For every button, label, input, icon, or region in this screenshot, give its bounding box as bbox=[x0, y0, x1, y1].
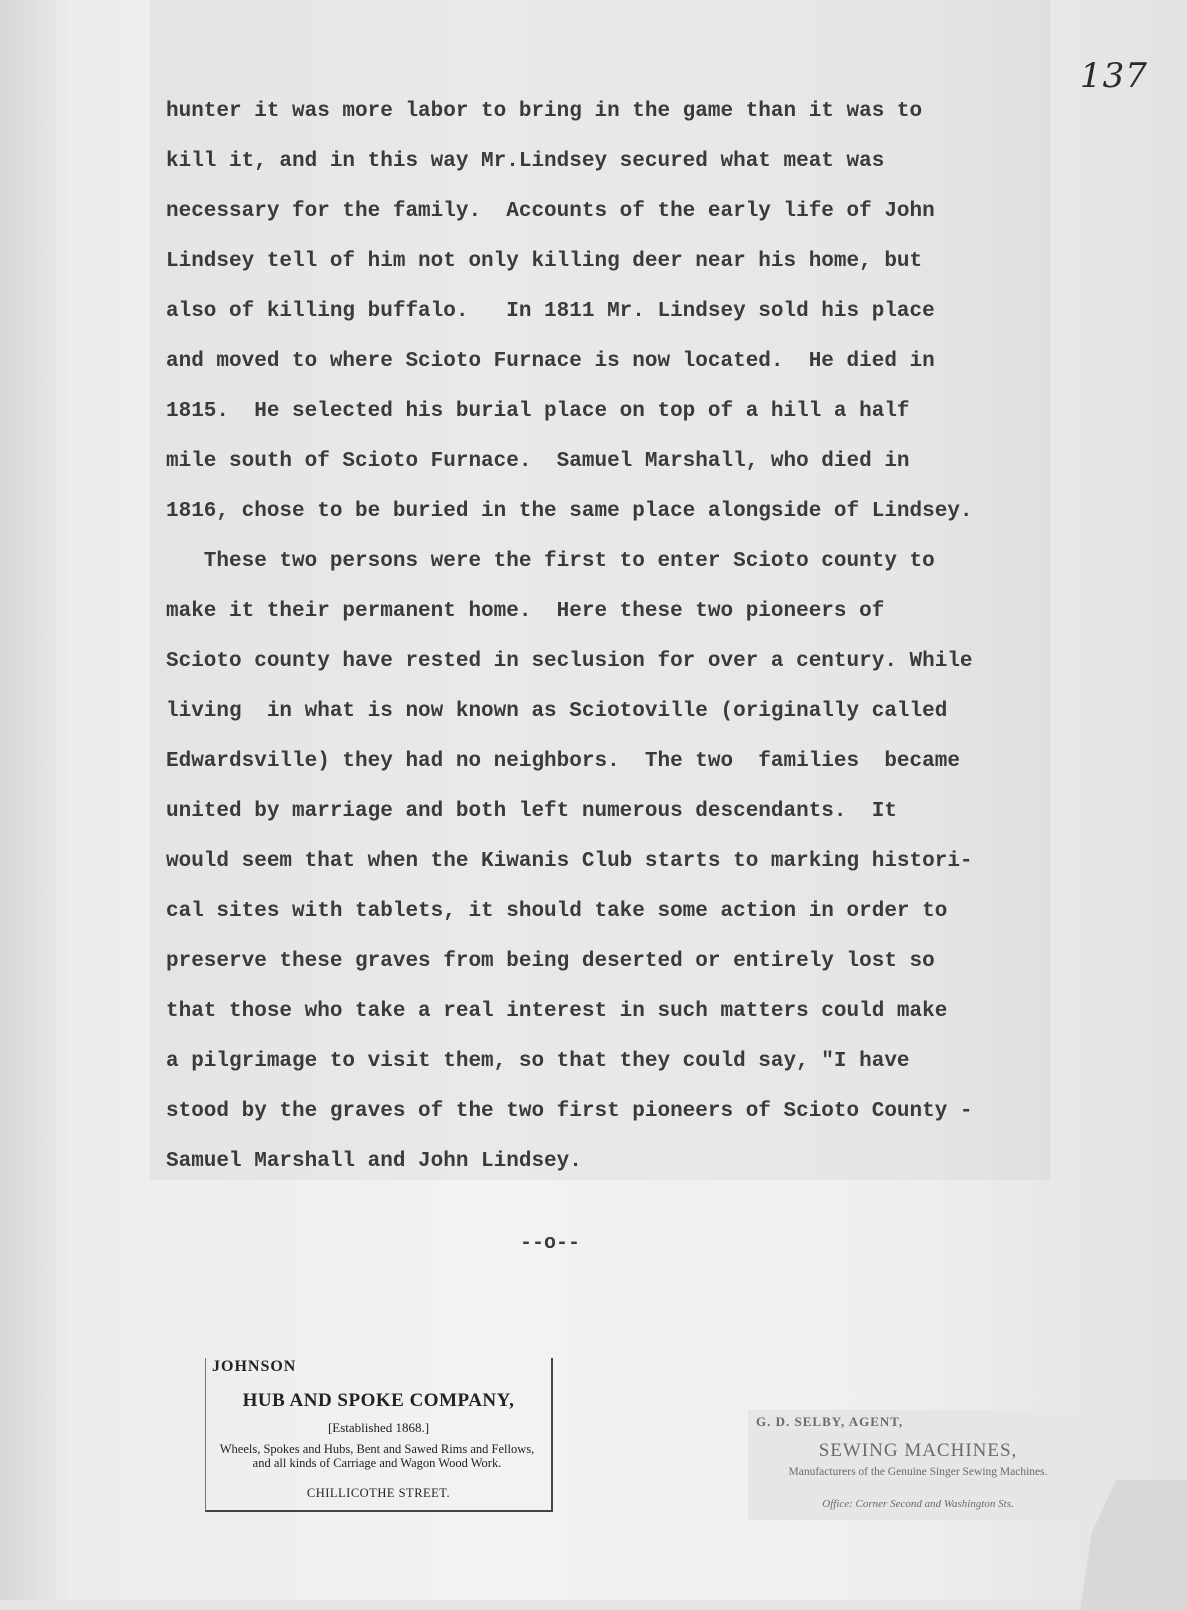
text-line: a pilgrimage to visit them, so that they could say, "I have bbox=[166, 1050, 910, 1073]
ad-description: Manufacturers of the Genuine Singer Sewing Machines. bbox=[788, 1466, 1048, 1478]
text-line: Lindsey tell of him not only killing deer near his home, but bbox=[166, 250, 923, 273]
text-line: Edwardsville) they had no neighbors. The two families became bbox=[166, 750, 960, 773]
text-line: necessary for the family. Accounts of the early life of John bbox=[166, 200, 935, 223]
text-line: and moved to where Scioto Furnace is now located. He died in bbox=[166, 350, 935, 373]
page-number: 137 bbox=[1080, 56, 1148, 96]
text-line: united by marriage and both left numerous descendants. It bbox=[166, 800, 897, 823]
ad-established: [Established 1868.] bbox=[327, 1420, 430, 1435]
typed-text-body bbox=[166, 96, 1126, 1196]
text-line: that those who take a real interest in such matters could make bbox=[166, 1000, 948, 1023]
ad-office: Office: Corner Second and Washington Sts. bbox=[822, 1498, 1014, 1510]
ad-street: CHILLICOTHE STREET. bbox=[306, 1486, 451, 1500]
text-line: preserve these graves from being deserted or entirely lost so bbox=[166, 950, 935, 973]
text-line: kill it, and in this way Mr.Lindsey secured what meat was bbox=[166, 150, 885, 173]
text-line: These two persons were the first to enter Scioto county to bbox=[166, 550, 935, 573]
text-line: 1815. He selected his burial place on top of a hill a half bbox=[166, 400, 910, 423]
text-line: stood by the graves of the two first pioneers of Scioto County - bbox=[166, 1100, 973, 1123]
text-line: hunter it was more labor to bring in the game than it was to bbox=[166, 100, 923, 123]
text-line: Scioto county have rested in seclusion for over a century. While bbox=[166, 650, 973, 673]
text-line: make it their permanent home. Here these two pioneers of bbox=[166, 600, 885, 623]
ad-agent: G. D. SELBY, AGENT, bbox=[756, 1414, 904, 1429]
text-line: 1816, chose to be buried in the same place alongside of Lindsey. bbox=[166, 500, 973, 523]
ad-description: Wheels, Spokes and Hubs, Bent and Sawed Rims and Fellows, and all kinds of Carriage and Wagon Wood Work. bbox=[219, 1442, 535, 1470]
johnson-advertisement bbox=[205, 1358, 553, 1512]
ad-company: HUB AND SPOKE COMPANY, bbox=[242, 1390, 515, 1411]
text-line: also of killing buffalo. In 1811 Mr. Lindsey sold his place bbox=[166, 300, 935, 323]
text-line: mile south of Scioto Furnace. Samuel Marshall, who died in bbox=[166, 450, 910, 473]
text-line: cal sites with tablets, it should take some action in order to bbox=[166, 900, 948, 923]
text-line: Samuel Marshall and John Lindsey. bbox=[166, 1150, 582, 1173]
ad-product: SEWING MACHINES, bbox=[818, 1440, 1018, 1461]
text-line: living in what is now known as Sciotoville (originally called bbox=[166, 700, 948, 723]
section-separator: --o-- bbox=[520, 1232, 581, 1255]
selby-advertisement bbox=[748, 1410, 1088, 1520]
text-line: would seem that when the Kiwanis Club starts to marking histori- bbox=[166, 850, 973, 873]
ad-title: JOHNSON bbox=[212, 1358, 297, 1375]
torn-corner bbox=[1080, 1480, 1187, 1610]
